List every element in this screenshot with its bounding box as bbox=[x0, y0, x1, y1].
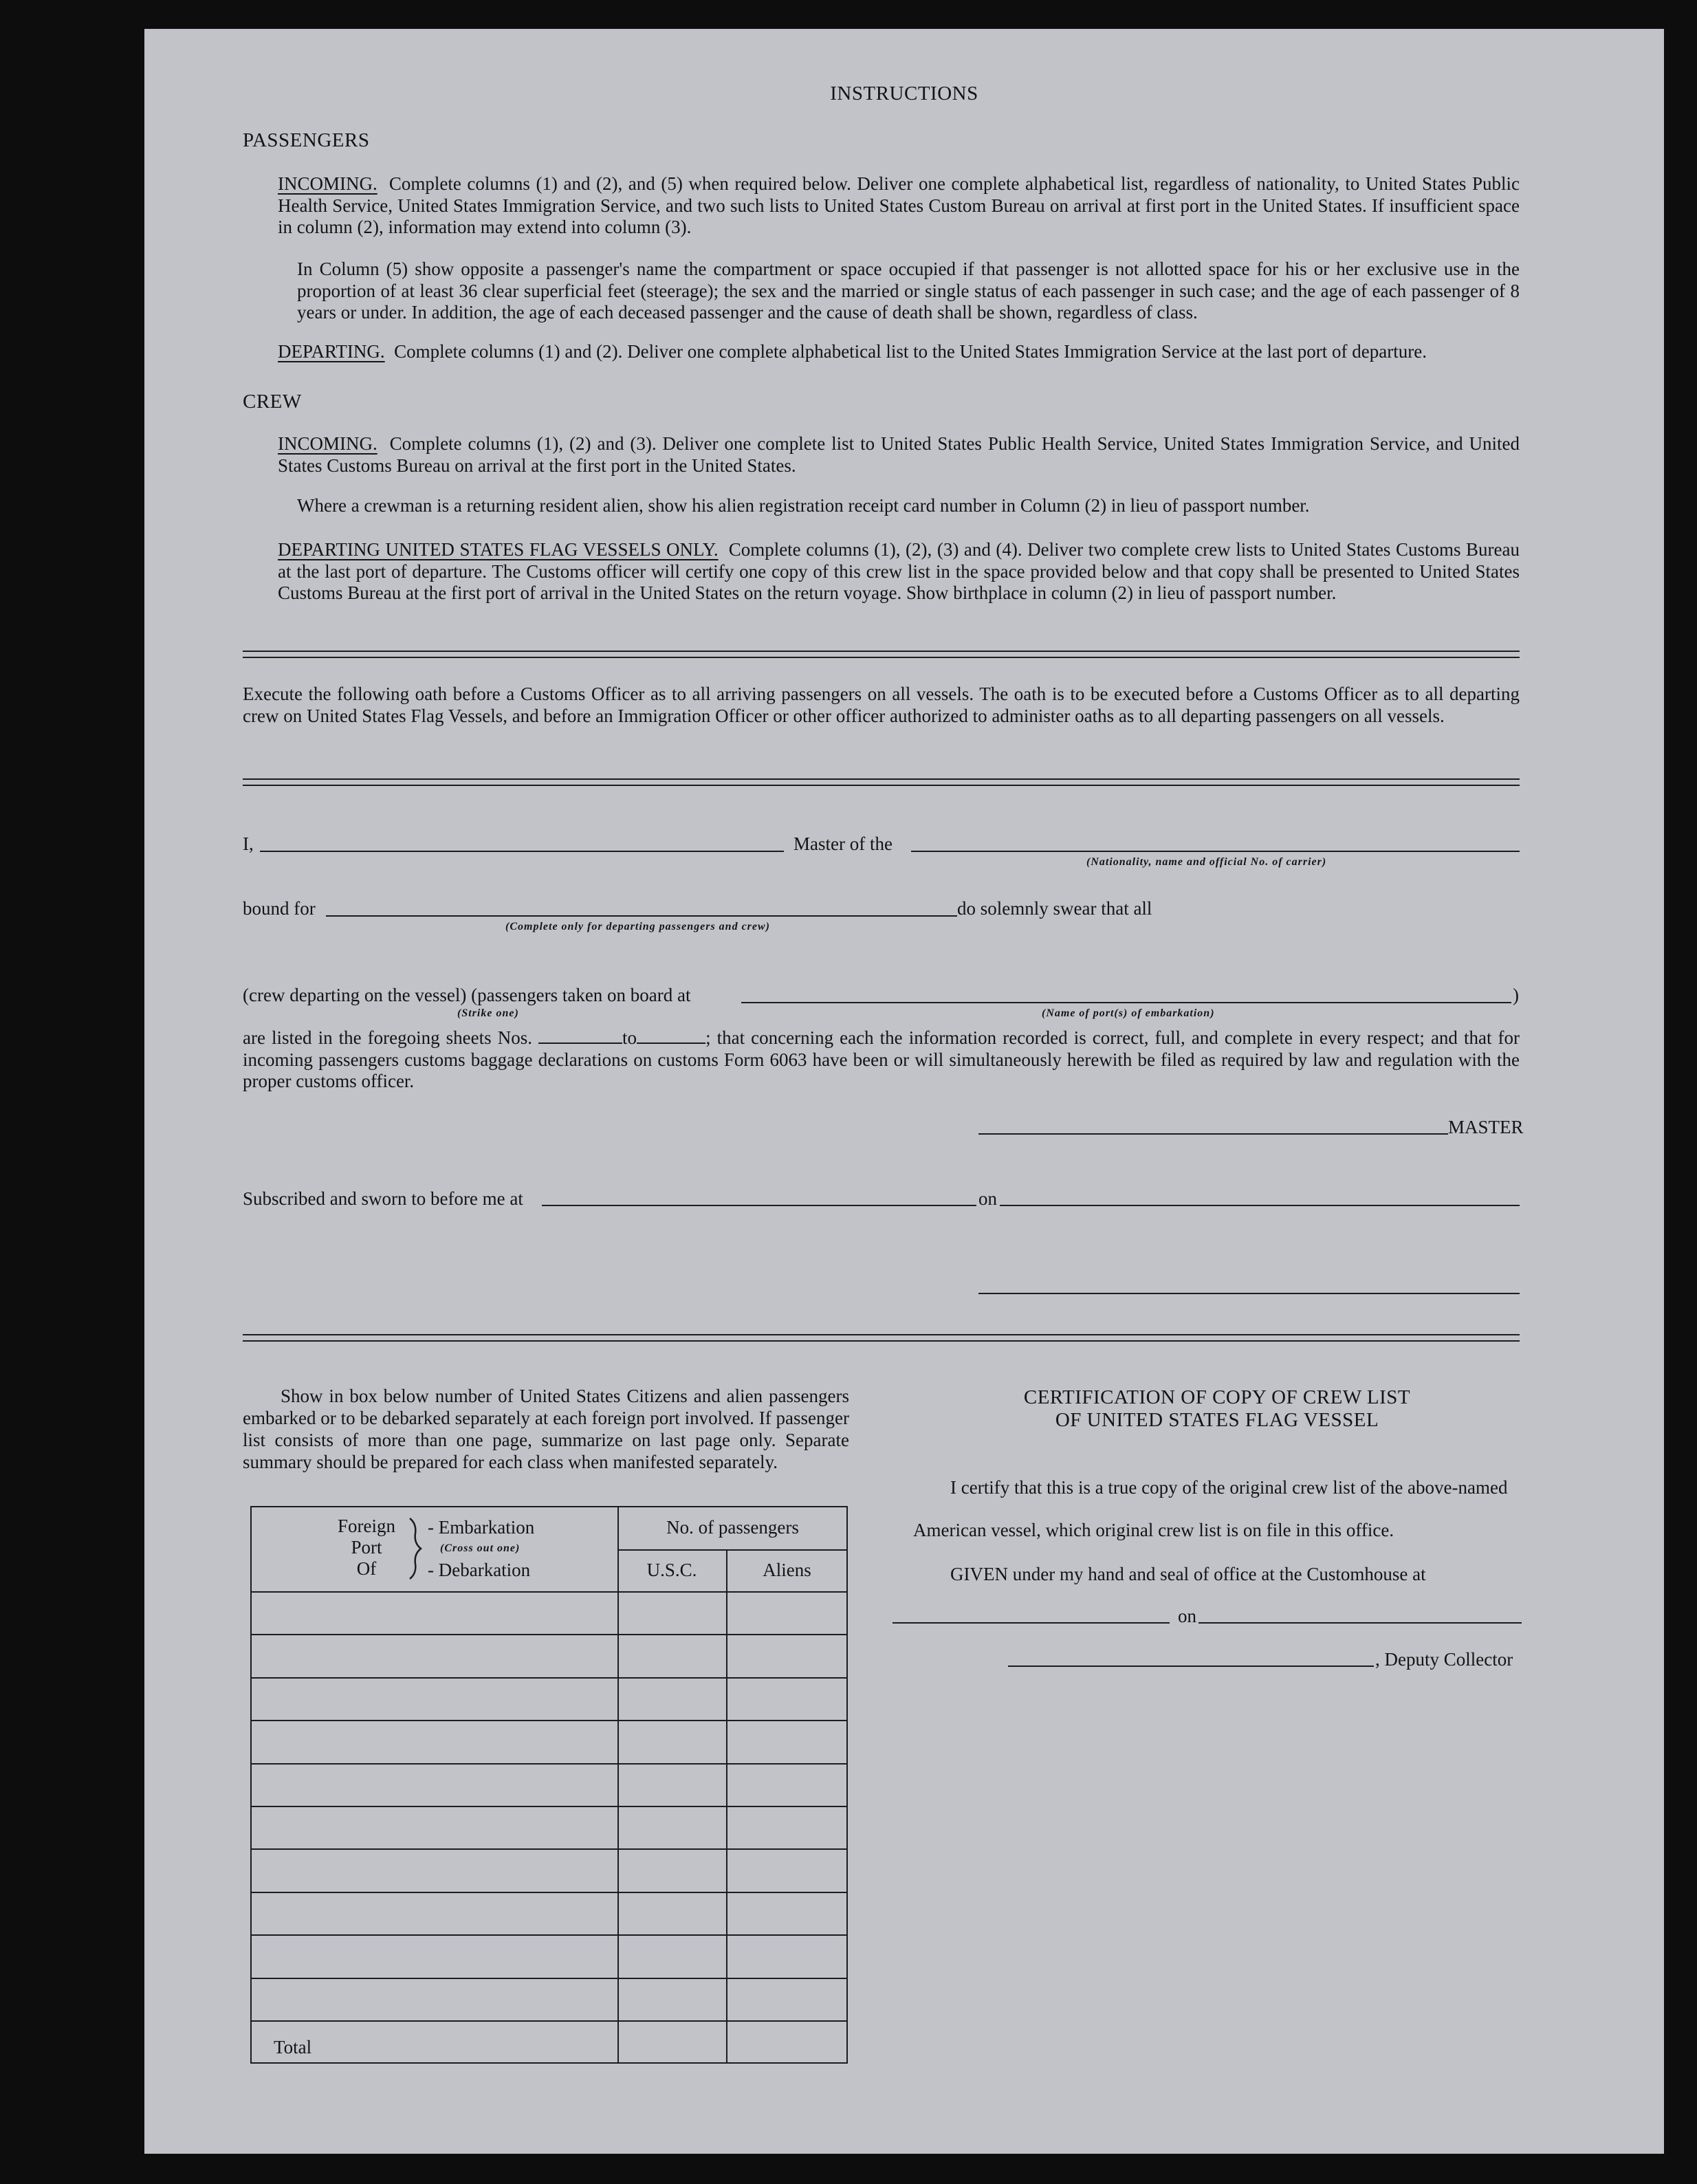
strike-caption: (Strike one) bbox=[457, 1007, 519, 1019]
deputy-collector-signature-line[interactable] bbox=[1008, 1666, 1374, 1667]
certify-line1: I certify that this is a true copy of the original crew list of the above-named bbox=[950, 1477, 1508, 1498]
sworn-on-label: on bbox=[978, 1188, 997, 1209]
subscribed-label: Subscribed and sworn to before me at bbox=[243, 1188, 523, 1209]
master-of-label: Master of the bbox=[793, 833, 893, 854]
crew-heading: CREW bbox=[243, 391, 302, 413]
cross-out-caption: (Cross out one) bbox=[440, 1542, 521, 1554]
certification-title-line2: OF UNITED STATES FLAG VESSEL bbox=[1055, 1409, 1379, 1431]
embarkation-label: - Embarkation bbox=[428, 1517, 535, 1538]
table-column-divider bbox=[617, 1506, 619, 2064]
crew-incoming-text: Complete columns (1), (2) and (3). Deliver one complete list to United States Public Health Service, United States Immigration Service, and United States Customs Bureau on arrival at the first port in the United States. bbox=[278, 433, 1520, 476]
listed-text: ; that concerning each the information recorded is correct, full, and complete in every respect; and that for incoming passengers customs baggage declarations on customs Form 6063 have been or will simultaneously herewith be filed as required by law and regulation with the proper customs officer. bbox=[243, 1027, 1520, 1091]
given-text: GIVEN under my hand and seal of office at the Customhouse at bbox=[950, 1564, 1426, 1584]
table-header-bottom bbox=[250, 1591, 848, 1593]
bound-for-field[interactable] bbox=[326, 915, 957, 917]
table-row[interactable] bbox=[250, 1720, 848, 1721]
aliens-header: Aliens bbox=[763, 1560, 811, 1580]
crew-departing-label: DEPARTING UNITED STATES FLAG VESSELS ONLY. bbox=[278, 539, 719, 560]
crew-incoming-paragraph bbox=[278, 433, 1520, 477]
table-row[interactable] bbox=[250, 1892, 848, 1893]
oath-i-label: I, bbox=[243, 833, 254, 854]
to-label: to bbox=[622, 1027, 637, 1048]
passenger-summary-table bbox=[250, 1506, 848, 2064]
listed-prefix: are listed in the foregoing sheets Nos. bbox=[243, 1027, 532, 1048]
table-row[interactable] bbox=[250, 1934, 848, 1936]
port-line: Port bbox=[351, 1537, 382, 1558]
sworn-date-field[interactable] bbox=[1000, 1205, 1520, 1206]
table-row[interactable] bbox=[250, 1978, 848, 1979]
of-line: Of bbox=[356, 1558, 377, 1579]
table-row[interactable] bbox=[250, 2020, 848, 2022]
brace-icon bbox=[406, 1517, 425, 1580]
carrier-caption: (Nationality, name and official No. of carrier) bbox=[1086, 856, 1327, 868]
passengers-incoming-paragraph bbox=[278, 173, 1520, 239]
passengers-departing-label: DEPARTING. bbox=[278, 341, 385, 362]
column5-paragraph: In Column (5) show opposite a passenger's name the compartment or space occupied if that passenger is not allotted space for his or her exclusive use in the proportion of at least 36 clear superficial feet (steerage); the sex and the married or single status of each passenger in such case; and the age of each passenger of 8 years or under. In addition, the age of each deceased passenger and the cause of death shall be shown, regardless of class. bbox=[297, 259, 1520, 323]
table-row[interactable] bbox=[250, 1806, 848, 1807]
foreign-line: Foreign bbox=[338, 1516, 395, 1536]
crew-departing-text: Complete columns (1), (2), (3) and (4). Deliver two complete crew lists to United States Customs Bureau at the last port of departure. The Customs officer will certify one copy of this crew list in the space provided below and that copy shall be presented to United States Customs Bureau at the first port of arrival in the United States on the return voyage. Show birthplace in column (2) in lieu of passport number. bbox=[278, 539, 1520, 603]
section-divider bbox=[243, 651, 1520, 658]
carrier-field[interactable] bbox=[911, 851, 1520, 852]
close-paren: ) bbox=[1513, 985, 1519, 1005]
table-row[interactable] bbox=[250, 1677, 848, 1679]
table-row[interactable] bbox=[250, 1763, 848, 1765]
officer-signature-line[interactable] bbox=[978, 1293, 1520, 1294]
master-signature-line[interactable] bbox=[978, 1133, 1448, 1135]
sheet-from-field[interactable] bbox=[538, 1029, 622, 1044]
passengers-incoming-text: Complete columns (1) and (2), and (5) when required below. Deliver one complete alphabetical list, regardless of nationality, to United States Public Health Service, United States Immigration Service, and two such lists to United States Custom Bureau on arrival at first port in the United States. If insufficient space in column (2), information may extend into column (3). bbox=[278, 173, 1520, 237]
section-divider bbox=[243, 778, 1520, 786]
table-header-divider bbox=[617, 1549, 848, 1551]
total-label: Total bbox=[274, 2037, 312, 2057]
crew-alien-paragraph: Where a crewman is a returning resident alien, show his alien registration receipt card number in Column (2) in lieu of passport number. bbox=[297, 495, 1310, 516]
embarkation-ports-field[interactable] bbox=[741, 1002, 1511, 1003]
debarkation-label: - Debarkation bbox=[428, 1560, 531, 1580]
usc-header: U.S.C. bbox=[646, 1560, 697, 1580]
certification-title bbox=[911, 1386, 1523, 1432]
certification-on-label: on bbox=[1178, 1606, 1196, 1626]
crew-departing-paragraph bbox=[278, 539, 1520, 604]
passengers-heading: PASSENGERS bbox=[243, 129, 370, 151]
passengers-departing-paragraph bbox=[278, 341, 1520, 363]
oath-instruction-paragraph: Execute the following oath before a Customs Officer as to all arriving passengers on all vessels. The oath is to be executed before a Customs Officer as to all departing crew on United States Flag Vessels, and before an Immigration Officer or other officer authorized to administer oaths as to all departing passengers on all vessels. bbox=[243, 684, 1520, 726]
foreign-port-of-header bbox=[329, 1516, 404, 1580]
table-row[interactable] bbox=[250, 1848, 848, 1850]
certify-line2: American vessel, which original crew list is on file in this office. bbox=[913, 1520, 1394, 1540]
table-row[interactable] bbox=[250, 1634, 848, 1635]
bound-for-label: bound for bbox=[243, 898, 316, 919]
certification-date-field[interactable] bbox=[1198, 1622, 1522, 1624]
summary-paragraph: Show in box below number of United States Citizens and alien passengers embarked or to be debarked separately at each foreign port involved. If passenger list consists of more than one page, summarize on last page only. Separate summary should be prepared for each class when manifested separately. bbox=[243, 1386, 849, 1472]
customhouse-place-field[interactable] bbox=[893, 1622, 1170, 1624]
master-name-field[interactable] bbox=[260, 851, 784, 852]
passengers-incoming-label: INCOMING. bbox=[278, 173, 377, 194]
listed-paragraph bbox=[243, 1027, 1520, 1093]
deputy-collector-label: , Deputy Collector bbox=[1375, 1649, 1513, 1670]
no-passengers-header: No. of passengers bbox=[666, 1517, 799, 1538]
certification-title-line1: CERTIFICATION OF COPY OF CREW LIST bbox=[1023, 1386, 1411, 1408]
sworn-place-field[interactable] bbox=[542, 1205, 976, 1206]
ports-caption: (Name of port(s) of embarkation) bbox=[1042, 1007, 1215, 1019]
bound-caption: (Complete only for departing passengers and crew) bbox=[505, 921, 770, 932]
section-divider bbox=[243, 1334, 1520, 1342]
master-label: MASTER bbox=[1448, 1117, 1524, 1137]
passengers-departing-text: Complete columns (1) and (2). Deliver one complete alphabetical list to the United States Immigration Service at the last port of departure. bbox=[394, 341, 1427, 362]
page-title: INSTRUCTIONS bbox=[830, 83, 978, 105]
crew-incoming-label: INCOMING. bbox=[278, 433, 377, 454]
swear-text: do solemnly swear that all bbox=[957, 898, 1152, 919]
sheet-to-field[interactable] bbox=[637, 1029, 705, 1044]
crew-departing-text: (crew departing on the vessel) (passengers taken on board at bbox=[243, 985, 691, 1005]
document-page bbox=[144, 29, 1664, 2154]
